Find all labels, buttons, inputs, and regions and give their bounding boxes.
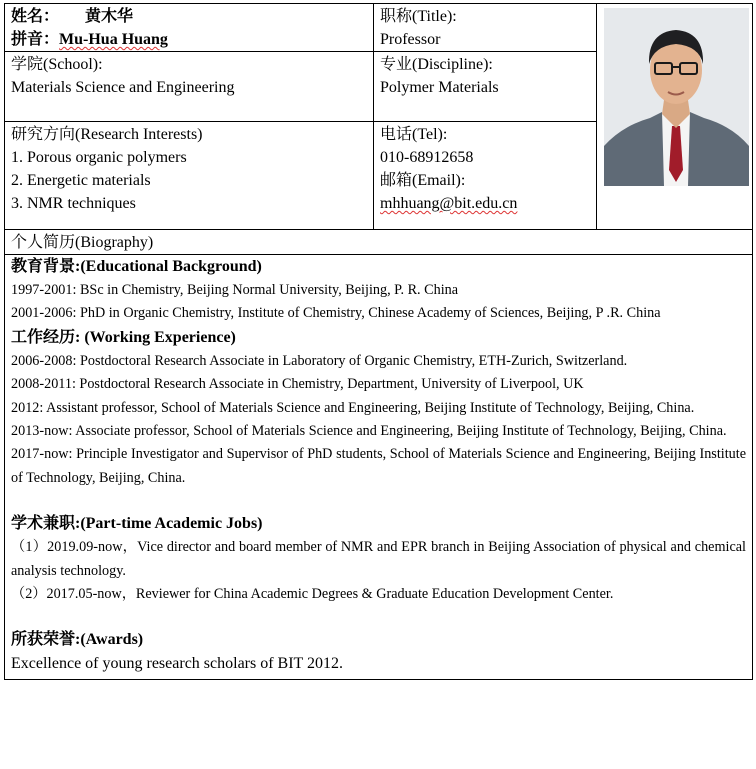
research-cell xyxy=(5,122,374,230)
awards-item: Excellence of young research scholars of BIT 2012. xyxy=(11,655,344,673)
portrait-photo xyxy=(604,8,749,186)
research-item: 2. Energetic materials xyxy=(11,172,151,189)
contact-cell xyxy=(374,122,597,230)
research-item: 1. Porous organic polymers xyxy=(11,149,187,166)
discipline-value: Polymer Materials xyxy=(380,79,499,96)
pinyin-value: Mu-Hua Huang xyxy=(59,31,168,48)
research-item: 3. NMR techniques xyxy=(11,195,136,212)
tel-label: 电话(Tel): xyxy=(380,126,448,143)
profile-sheet xyxy=(4,3,752,680)
school-value: Materials Science and Engineering xyxy=(11,79,235,96)
school-label: 学院(School): xyxy=(11,56,103,73)
parttime-item: （1）2019.09-now，Vice director and board member of NMR and EPR branch in Beijing Association of physical and chemical analysis technology. xyxy=(11,539,746,579)
awards-heading: 所获荣誉:(Awards) xyxy=(11,631,144,649)
email-link[interactable]: mhhuang@bit.edu.cn xyxy=(380,195,518,212)
discipline-label: 专业(Discipline): xyxy=(380,56,493,73)
pinyin-line xyxy=(11,28,369,51)
name-label: 姓名： xyxy=(11,8,60,25)
work-item: 2006-2008: Postdoctoral Research Associate in Laboratory of Organic Chemistry, ETH-Zurich, Switzerland. xyxy=(11,352,628,369)
research-label: 研究方向(Research Interests) xyxy=(11,126,203,143)
work-item: 2017-now: Principle Investigator and Supervisor of PhD students, School of Materials Science and Engineering, Beijing Institute of Technology, Beijing, China. xyxy=(11,446,746,486)
portrait-illustration xyxy=(604,8,749,186)
tel-value: 010-68912658 xyxy=(380,149,474,166)
spacer xyxy=(11,490,746,512)
work-heading: 工作经历: (Working Experience) xyxy=(11,328,236,346)
education-heading: 教育背景:(Educational Background) xyxy=(11,258,262,275)
education-item: 2001-2006: PhD in Organic Chemistry, Institute of Chemistry, Chinese Academy of Sciences, Beijing, P .R. China xyxy=(11,305,661,322)
parttime-item: （2）2017.05-now，Reviewer for China Academic Degrees & Graduate Education Development Center. xyxy=(11,586,614,603)
work-item: 2008-2011: Postdoctoral Research Associate in Chemistry, Department, University of Liverpool, UK xyxy=(11,376,584,393)
work-item: 2012: Assistant professor, School of Materials Science and Engineering, Beijing Institute of Technology, Beijing, China. xyxy=(11,399,695,416)
email-label: 邮箱(Email): xyxy=(380,172,466,189)
school-cell xyxy=(5,52,374,122)
photo-cell xyxy=(597,4,753,230)
name-cell xyxy=(5,4,374,52)
education-item: 1997-2001: BSc in Chemistry, Beijing Normal University, Beijing, P. R. China xyxy=(11,282,459,298)
pinyin-label: 拼音： xyxy=(11,31,60,48)
title-label: 职称(Title): xyxy=(380,8,457,25)
discipline-cell xyxy=(374,52,597,122)
title-cell xyxy=(374,4,597,52)
biography-label: 个人简历(Biography) xyxy=(11,234,154,251)
title-value: Professor xyxy=(380,31,441,48)
name-line xyxy=(11,5,369,28)
parttime-heading: 学术兼职:(Part-time Academic Jobs) xyxy=(11,515,263,533)
work-item: 2013-now: Associate professor, School of Materials Science and Engineering, Beijing Institute of Technology, Beijing, China. xyxy=(11,423,727,440)
biography-body xyxy=(5,255,753,680)
name-value: 黄木华 xyxy=(85,8,134,25)
spacer xyxy=(11,606,746,628)
profile-table xyxy=(4,3,753,680)
biography-label-cell xyxy=(5,230,753,255)
